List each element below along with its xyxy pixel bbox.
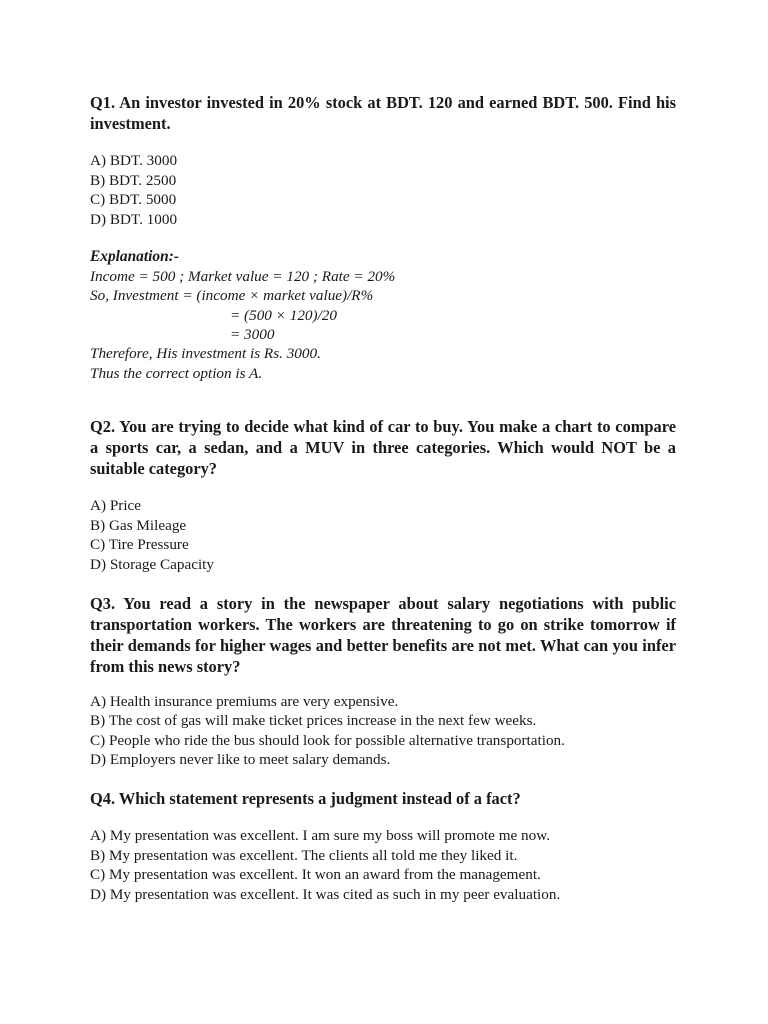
option-d: D) Storage Capacity — [90, 556, 214, 573]
question-4: Q4. Which statement represents a judgment instead of a fact? — [90, 788, 521, 808]
question-2-options — [90, 496, 676, 574]
document-page — [90, 92, 676, 904]
option-a: A) Health insurance premiums are very expensive. — [90, 692, 399, 710]
question-1: Q1. An investor invested in 20% stock at BDT. 120 and earned BDT. 500. Find his investment. — [90, 93, 676, 133]
explanation-line: = (500 × 120)/20 — [230, 306, 337, 324]
question-1-options — [90, 151, 676, 229]
option-b: B) Gas Mileage — [90, 516, 187, 534]
option-c: C) Tire Pressure — [90, 536, 189, 554]
option-c: C) BDT. 5000 — [90, 191, 177, 209]
option-b: B) BDT. 2500 — [90, 171, 177, 189]
option-c: C) My presentation was excellent. It won an award from the management. — [90, 866, 541, 884]
question-3-options — [90, 692, 676, 770]
option-a: A) Price — [90, 497, 142, 515]
option-c: C) People who ride the bus should look for possible alternative transportation. — [90, 731, 565, 749]
explanation-line: Income = 500 ; Market value = 120 ; Rate = 20% — [90, 267, 396, 285]
question-1-explanation — [90, 247, 676, 383]
option-b: B) My presentation was excellent. The clients all told me they liked it. — [90, 846, 518, 864]
option-a: A) BDT. 3000 — [90, 152, 178, 169]
question-2: Q2. You are trying to decide what kind of car to buy. You make a chart to compare a sports car, a sedan, and a MUV in three categories. Which would NOT be a suitable category? — [90, 417, 676, 479]
option-a: A) My presentation was excellent. I am sure my boss will promote me now. — [90, 826, 551, 844]
question-3: Q3. You read a story in the newspaper about salary negotiations with public transportation workers. The workers are threatening to go on strike tomorrow if their demands for higher wages and better benefits are not met. What can you infer from this news story? — [90, 593, 676, 676]
explanation-line: So, Investment = (income × market value)/R% — [90, 287, 374, 305]
explanation-line: Therefore, His investment is Rs. 3000. — [90, 345, 321, 363]
option-d: D) BDT. 1000 — [90, 210, 178, 228]
explanation-line: Thus the correct option is A. — [90, 364, 263, 382]
question-4-options — [90, 826, 676, 904]
explanation-title: Explanation:- — [90, 248, 179, 266]
explanation-line: = 3000 — [230, 326, 275, 343]
option-b: B) The cost of gas will make ticket prices increase in the next few weeks. — [90, 712, 537, 730]
option-d: D) Employers never like to meet salary demands. — [90, 751, 391, 769]
option-d: D) My presentation was excellent. It was cited as such in my peer evaluation. — [90, 885, 561, 903]
